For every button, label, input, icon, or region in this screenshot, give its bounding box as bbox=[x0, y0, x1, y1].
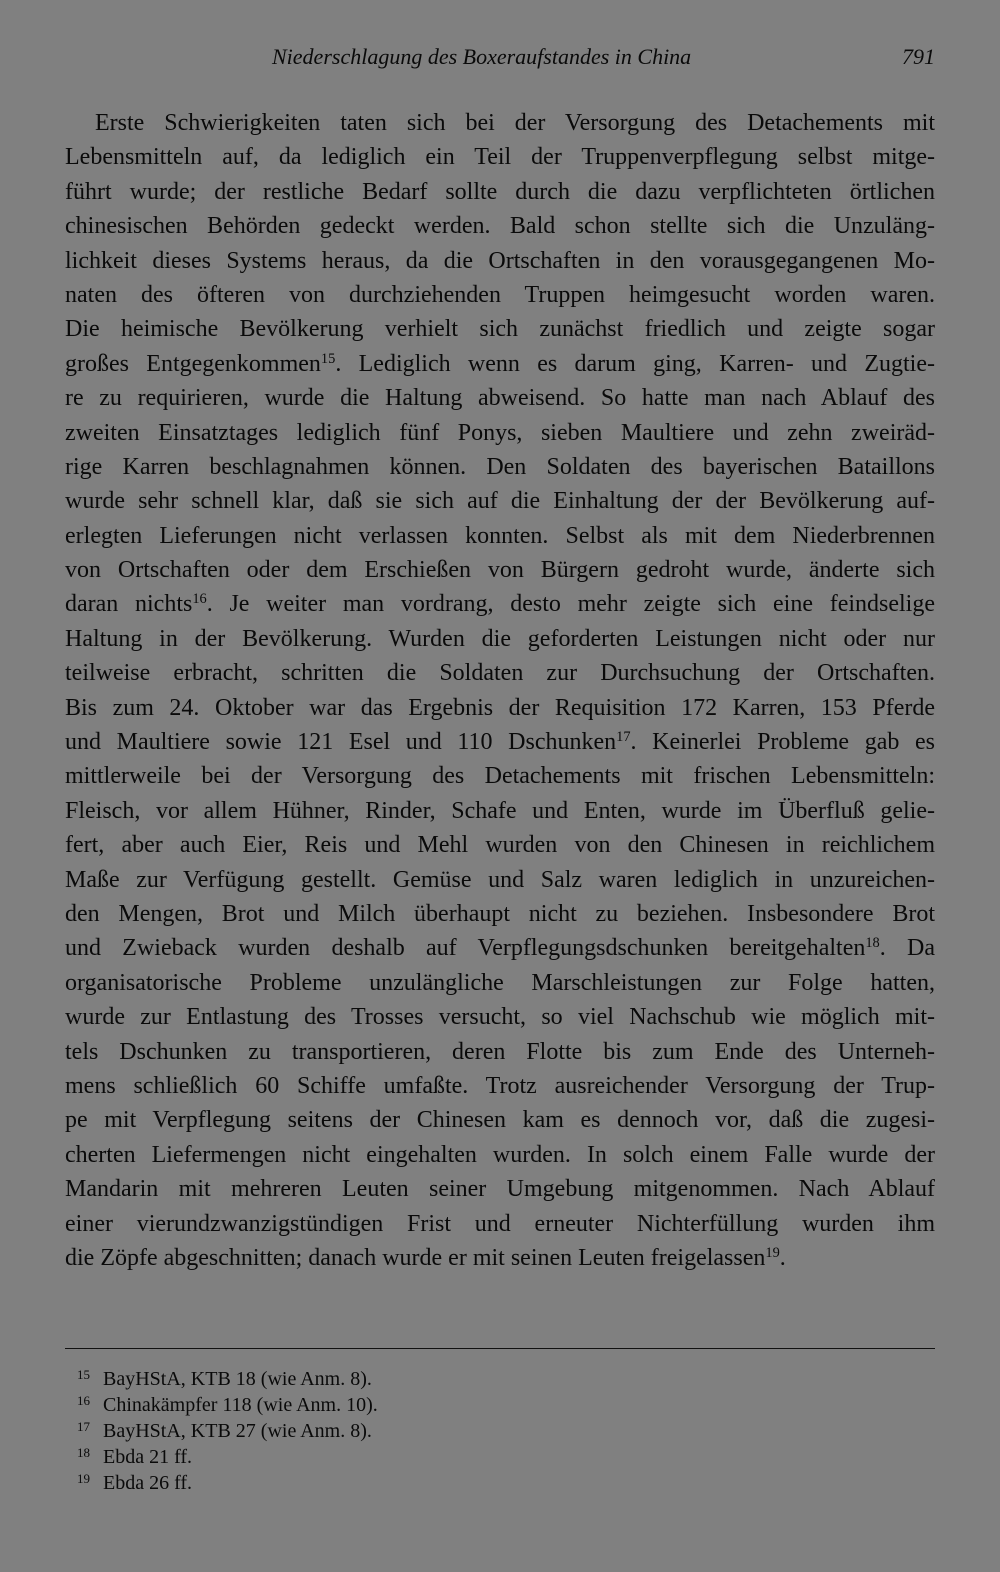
line-text: Erste Schwierigkeiten taten sich bei der Versorgung des Detachements mit bbox=[95, 110, 935, 136]
footnote-number: 18 bbox=[77, 1445, 90, 1460]
line-text: daran nichts bbox=[65, 591, 193, 618]
line-text: re zu requirieren, wurde die Haltung abweisend. So hatte man nach Ablauf des bbox=[65, 385, 935, 412]
text-line bbox=[65, 587, 935, 621]
line-text: und Zwieback wurden deshalb auf Verpflegungsdschunken bereitgehalten bbox=[65, 935, 866, 962]
text-line bbox=[65, 106, 935, 140]
text-line bbox=[65, 931, 935, 965]
line-text: den Mengen, Brot und Milch überhaupt nicht zu beziehen. Insbesondere Brot bbox=[65, 900, 935, 927]
line-text: tels Dschunken zu transportieren, deren Flotte bis zum Ende des Unterneh- bbox=[65, 1038, 935, 1065]
text-line bbox=[65, 897, 935, 931]
line-text: von Ortschaften oder dem Erschießen von Bürgern gedroht wurde, änderte sich bbox=[65, 557, 935, 584]
text-line bbox=[65, 312, 935, 346]
footnote bbox=[77, 1414, 677, 1440]
line-text: organisatorische Probleme unzulängliche Marschleistungen zur Folge hatten, bbox=[65, 969, 935, 996]
line-text-continued: . bbox=[779, 1244, 786, 1271]
text-line bbox=[65, 381, 935, 415]
text-line bbox=[65, 519, 935, 553]
line-text: Die heimische Bevölkerung verhielt sich zunächst friedlich und zeigte sogar bbox=[65, 316, 935, 343]
line-text: und Maultiere sowie 121 Esel und 110 Dschunken bbox=[65, 729, 617, 756]
footnote-text: BayHStA, KTB 18 (wie Anm. 8). bbox=[103, 1368, 372, 1390]
text-line bbox=[65, 1000, 935, 1034]
footnote-number: 15 bbox=[77, 1367, 90, 1382]
footnote bbox=[77, 1362, 677, 1388]
text-line bbox=[65, 450, 935, 484]
text-line bbox=[65, 759, 935, 793]
line-text: fert, aber auch Eier, Reis und Mehl wurden von den Chinesen in reichlichem bbox=[65, 832, 935, 859]
text-line bbox=[65, 691, 935, 725]
line-text: einer vierundzwanzigstündigen Frist und erneuter Nichterfüllung wurden ihm bbox=[65, 1210, 935, 1237]
text-line bbox=[65, 1103, 935, 1137]
line-text: wurde zur Entlastung des Trosses versucht, so viel Nachschub wie möglich mit- bbox=[65, 1004, 935, 1031]
page-number: 791 bbox=[902, 44, 935, 69]
body-paragraph bbox=[65, 106, 935, 1275]
line-text: chinesischen Behörden gedeckt werden. Bald schon stellte sich die Unzuläng- bbox=[65, 213, 935, 240]
line-text: rige Karren beschlagnahmen können. Den Soldaten des bayerischen Bataillons bbox=[65, 453, 935, 480]
line-text: zweiten Einsatztages lediglich fünf Ponys, sieben Maultiere und zehn zweiräd- bbox=[65, 419, 935, 446]
text-line bbox=[65, 622, 935, 656]
line-text-continued: . Lediglich wenn es darum ging, Karren- und Zugtie- bbox=[335, 350, 935, 377]
line-text: pe mit Verpflegung seitens der Chinesen kam es dennoch vor, daß die zugesi- bbox=[65, 1107, 935, 1134]
line-text: Mandarin mit mehreren Leuten seiner Umgebung mitgenommen. Nach Ablauf bbox=[65, 1176, 935, 1203]
footnote-marker: 15 bbox=[320, 350, 336, 367]
text-line bbox=[65, 1035, 935, 1069]
line-text: Bis zum 24. Oktober war das Ergebnis der Requisition 172 Karren, 153 Pferde bbox=[65, 694, 935, 721]
footnote bbox=[77, 1466, 677, 1492]
line-text-continued: . Da bbox=[879, 935, 935, 962]
text-line bbox=[65, 209, 935, 243]
text-line bbox=[65, 1172, 935, 1206]
line-text: die Zöpfe abgeschnitten; danach wurde er mit seinen Leuten freigelassen bbox=[65, 1244, 766, 1271]
line-text: teilweise erbracht, schritten die Soldaten zur Durchsuchung der Ortschaften. bbox=[65, 660, 935, 687]
footnote-marker: 18 bbox=[865, 935, 880, 952]
text-line bbox=[65, 553, 935, 587]
text-line bbox=[65, 175, 935, 209]
line-text: lichkeit dieses Systems heraus, da die Ortschaften in den vorausgegangenen Mo- bbox=[65, 247, 935, 274]
footnote-text: Chinakämpfer 118 (wie Anm. 10). bbox=[103, 1394, 378, 1416]
text-line bbox=[65, 484, 935, 518]
line-text: erlegten Lieferungen nicht verlassen konnten. Selbst als mit dem Niederbrennen bbox=[65, 522, 935, 549]
line-text: cherten Liefermengen nicht eingehalten wurden. In solch einem Falle wurde der bbox=[65, 1141, 935, 1168]
line-text-continued: . Keinerlei Probleme gab es bbox=[630, 729, 935, 756]
line-text-continued: . Je weiter man vordrang, desto mehr zeigte sich eine feindselige bbox=[206, 591, 935, 618]
text-line bbox=[65, 416, 935, 450]
footnote-separator bbox=[65, 1348, 935, 1349]
text-line bbox=[65, 1069, 935, 1103]
footnote-marker: 19 bbox=[765, 1244, 780, 1261]
line-text: naten des öfteren von durchziehenden Truppen heimgesucht worden waren. bbox=[65, 281, 935, 308]
text-line bbox=[65, 244, 935, 278]
line-text: mittlerweile bei der Versorgung des Detachements mit frischen Lebensmitteln: bbox=[65, 763, 935, 790]
line-text: großes Entgegenkommen bbox=[65, 350, 321, 377]
footnote-text: Ebda 26 ff. bbox=[103, 1472, 193, 1494]
footnote-number: 17 bbox=[77, 1419, 90, 1434]
running-title: Niederschlagung des Boxeraufstandes in China bbox=[272, 44, 692, 69]
text-line bbox=[65, 725, 935, 759]
footnote-number: 16 bbox=[77, 1393, 90, 1408]
footnote-number: 19 bbox=[77, 1471, 90, 1486]
footnotes bbox=[77, 1362, 677, 1492]
text-line bbox=[65, 1138, 935, 1172]
line-text: mens schließlich 60 Schiffe umfaßte. Trotz ausreichender Versorgung der Trup- bbox=[65, 1072, 935, 1099]
line-text: wurde sehr schnell klar, daß sie sich auf die Einhaltung der der Bevölkerung auf- bbox=[65, 488, 935, 515]
running-header bbox=[65, 44, 935, 78]
text-line bbox=[65, 140, 935, 174]
footnote bbox=[77, 1440, 677, 1466]
line-text: Fleisch, vor allem Hühner, Rinder, Schafe und Enten, wurde im Überfluß gelie- bbox=[65, 797, 935, 824]
footnote-marker: 16 bbox=[192, 591, 207, 608]
footnote bbox=[77, 1388, 677, 1414]
line-text: Haltung in der Bevölkerung. Wurden die geforderten Leistungen nicht oder nur bbox=[65, 625, 935, 652]
footnote-text: BayHStA, KTB 27 (wie Anm. 8). bbox=[103, 1420, 372, 1442]
line-text: Maße zur Verfügung gestellt. Gemüse und Salz waren lediglich in unzureichen- bbox=[65, 866, 935, 893]
text-line bbox=[65, 828, 935, 862]
text-line bbox=[65, 278, 935, 312]
line-text: Lebensmitteln auf, da lediglich ein Teil der Truppenverpflegung selbst mitge- bbox=[65, 144, 935, 171]
footnote-marker: 17 bbox=[616, 729, 631, 746]
text-line bbox=[65, 966, 935, 1000]
text-line bbox=[65, 1207, 935, 1241]
text-line bbox=[65, 794, 935, 828]
footnote-text: Ebda 21 ff. bbox=[103, 1446, 193, 1468]
line-text: führt wurde; der restliche Bedarf sollte durch die dazu verpflichteten örtlichen bbox=[65, 178, 935, 205]
text-line bbox=[65, 1241, 935, 1275]
text-line bbox=[65, 656, 935, 690]
text-line bbox=[65, 347, 935, 381]
text-line bbox=[65, 863, 935, 897]
